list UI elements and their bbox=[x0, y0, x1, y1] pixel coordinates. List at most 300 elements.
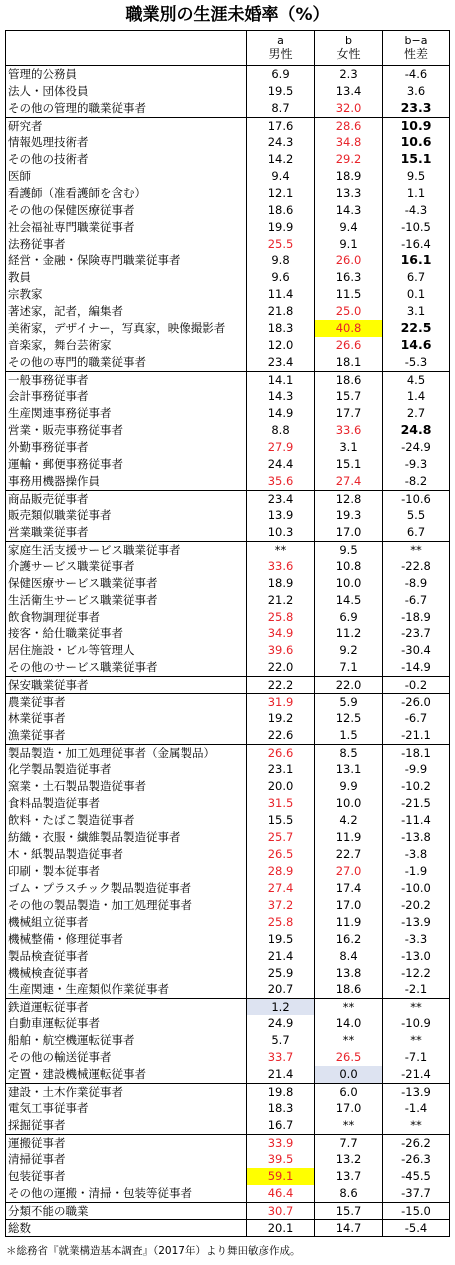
column-label: 男性 bbox=[268, 47, 293, 61]
female-rate-cell: 18.9 bbox=[335, 168, 362, 183]
table-row bbox=[6, 812, 449, 829]
gender-gap-cell: -10.2 bbox=[401, 779, 431, 794]
male-rate-cell: 11.4 bbox=[267, 287, 294, 302]
male-rate-cell: 25.9 bbox=[267, 965, 294, 980]
occupation-name: 窯業・土石製品製造従事者 bbox=[8, 779, 146, 794]
gender-gap-cell: -21.1 bbox=[401, 728, 431, 743]
gender-gap-cell: -10.6 bbox=[401, 491, 431, 506]
occupation-name: 生産関連事務従事者 bbox=[8, 406, 112, 421]
female-rate-cell: 3.1 bbox=[339, 439, 358, 454]
male-rate-cell: ** bbox=[274, 542, 287, 557]
table-row bbox=[6, 965, 449, 982]
female-rate-cell: 8.6 bbox=[339, 1185, 358, 1200]
female-rate-cell: 14.0 bbox=[335, 1016, 362, 1031]
female-rate-cell: 17.0 bbox=[335, 524, 362, 539]
occupation-name: 電気工事従事者 bbox=[8, 1101, 89, 1116]
male-rate-cell: 22.0 bbox=[267, 660, 294, 675]
gender-gap-cell: 14.6 bbox=[400, 337, 432, 353]
occupation-name: 船舶・航空機運転従事者 bbox=[8, 1033, 135, 1048]
male-rate-cell: 22.2 bbox=[267, 678, 294, 693]
occupation-name: 鉄道運転従事者 bbox=[8, 1000, 89, 1015]
occupation-name: 介護サービス職業従事者 bbox=[8, 558, 135, 573]
female-rate-cell: 10.0 bbox=[335, 795, 362, 810]
male-rate-cell: 12.0 bbox=[267, 338, 294, 353]
gender-gap-cell: 10.9 bbox=[400, 117, 432, 133]
female-rate-cell: 9.4 bbox=[339, 219, 358, 234]
female-rate-cell: 27.0 bbox=[335, 863, 362, 878]
male-rate-cell: 24.9 bbox=[267, 1016, 294, 1031]
female-rate-cell: 18.1 bbox=[335, 355, 362, 370]
occupation-name: 自動車運転従事者 bbox=[8, 1016, 100, 1031]
male-rate-cell: 27.4 bbox=[267, 880, 294, 895]
male-rate-cell: 9.4 bbox=[271, 168, 290, 183]
table-row bbox=[6, 693, 449, 710]
male-rate-cell: 10.3 bbox=[267, 524, 294, 539]
occupation-name: 販売類似職業従事者 bbox=[8, 507, 112, 522]
table-row bbox=[6, 117, 449, 134]
female-rate-cell: 32.0 bbox=[335, 100, 362, 115]
female-rate-cell: 22.7 bbox=[335, 846, 362, 861]
male-rate-cell: 39.5 bbox=[267, 1152, 294, 1166]
occupation-name: その他の技術者 bbox=[8, 151, 89, 166]
female-rate-cell: 9.1 bbox=[339, 236, 358, 251]
female-rate-cell: 17.7 bbox=[335, 406, 362, 421]
gender-gap-cell: 3.1 bbox=[406, 304, 426, 319]
page-title: 職業別の生涯未婚率（%） bbox=[125, 5, 330, 25]
table-row bbox=[6, 761, 449, 778]
occupation-name: 飲食物調理従事者 bbox=[8, 609, 100, 624]
male-rate-cell: 31.5 bbox=[267, 795, 294, 810]
gender-gap-cell: -3.3 bbox=[404, 931, 428, 946]
female-rate-cell: 9.5 bbox=[339, 542, 358, 557]
table-row bbox=[6, 1202, 449, 1219]
gender-gap-cell: 6.7 bbox=[406, 524, 426, 539]
table-row bbox=[6, 575, 449, 592]
female-rate-cell: 8.4 bbox=[339, 948, 358, 963]
female-rate-cell: 11.9 bbox=[335, 829, 362, 844]
male-rate-cell: 34.9 bbox=[267, 626, 294, 641]
data-table bbox=[5, 30, 450, 1237]
male-rate-cell: 31.9 bbox=[267, 695, 294, 710]
occupation-name: 教員 bbox=[8, 270, 31, 285]
male-rate-cell: 12.1 bbox=[267, 185, 294, 200]
occupation-name: 農業従事者 bbox=[8, 695, 66, 710]
female-rate-cell: 0.0 bbox=[315, 1066, 382, 1083]
gender-gap-cell: 9.5 bbox=[406, 168, 426, 183]
female-rate-cell: 11.2 bbox=[335, 626, 362, 641]
female-rate-cell: 22.0 bbox=[335, 678, 362, 693]
male-rate-cell: 9.6 bbox=[271, 270, 290, 285]
gender-gap-cell: -14.9 bbox=[401, 660, 431, 675]
table-row bbox=[6, 507, 449, 524]
gender-gap-cell: 15.1 bbox=[400, 150, 432, 166]
table-row bbox=[6, 795, 449, 812]
occupation-name: 著述家，記者，編集者 bbox=[8, 304, 123, 319]
male-rate-cell: 20.1 bbox=[267, 1220, 294, 1235]
female-rate-cell: 34.8 bbox=[335, 134, 362, 149]
male-rate-cell: 16.7 bbox=[267, 1118, 294, 1133]
male-rate-cell: 26.6 bbox=[267, 746, 294, 761]
gender-gap-cell: -13.9 bbox=[401, 1085, 431, 1100]
female-rate-cell: 9.2 bbox=[339, 643, 358, 658]
table-row bbox=[6, 676, 449, 693]
male-rate-cell: 19.5 bbox=[267, 931, 294, 946]
occupation-name: 運搬従事者 bbox=[8, 1136, 66, 1151]
female-rate-cell: ** bbox=[342, 1000, 355, 1015]
gender-gap-cell: -16.4 bbox=[401, 236, 431, 251]
gender-gap-cell: -23.7 bbox=[401, 626, 431, 641]
table-row bbox=[6, 1015, 449, 1032]
male-rate-cell: 30.7 bbox=[267, 1203, 294, 1218]
female-rate-cell: 16.3 bbox=[335, 270, 362, 285]
male-rate-cell: 20.7 bbox=[267, 982, 294, 997]
occupation-name: 美術家，デザイナー，写真家，映像撮影者 bbox=[8, 321, 226, 336]
gender-gap-cell: -20.2 bbox=[401, 897, 431, 912]
occupation-name: 清掃従事者 bbox=[8, 1152, 66, 1166]
table-row bbox=[6, 388, 449, 405]
occupation-name: 営業職業従事者 bbox=[8, 524, 89, 539]
female-rate-cell: 17.0 bbox=[335, 897, 362, 912]
male-rate-cell: 8.8 bbox=[271, 423, 290, 438]
table-row bbox=[6, 880, 449, 897]
gender-gap-cell: 3.6 bbox=[406, 83, 426, 98]
occupation-name: 採掘従事者 bbox=[8, 1118, 66, 1133]
occupation-name: ゴム・プラスチック製品製造従事者 bbox=[8, 880, 192, 895]
table-row bbox=[6, 252, 449, 269]
table-row bbox=[6, 948, 449, 965]
table-row bbox=[6, 642, 449, 659]
table-row bbox=[6, 1117, 449, 1134]
column-header-male bbox=[246, 31, 314, 65]
occupation-name: 機械整備・修理従事者 bbox=[8, 931, 123, 946]
occupation-name: 法人・団体役員 bbox=[8, 83, 89, 98]
table-row bbox=[6, 846, 449, 863]
female-rate-cell: 28.6 bbox=[335, 118, 362, 133]
table-row bbox=[6, 524, 449, 541]
occupation-name: 生活衛生サービス職業従事者 bbox=[8, 592, 158, 607]
female-rate-cell: 25.0 bbox=[335, 304, 362, 319]
gender-gap-cell: -26.2 bbox=[401, 1136, 431, 1151]
table-row bbox=[6, 456, 449, 473]
occupation-name: 情報処理技術者 bbox=[8, 134, 89, 149]
female-rate-cell: 12.5 bbox=[335, 711, 362, 726]
table-row bbox=[6, 1168, 449, 1185]
male-rate-cell: 59.1 bbox=[247, 1168, 314, 1185]
table-row bbox=[6, 931, 449, 948]
male-rate-cell: 35.6 bbox=[267, 473, 294, 488]
gender-gap-cell: -10.5 bbox=[401, 219, 431, 234]
occupation-name: 飲料・たばこ製造従事者 bbox=[8, 812, 135, 827]
male-rate-cell: 25.7 bbox=[267, 829, 294, 844]
table-row bbox=[6, 1032, 449, 1049]
gender-gap-cell: -24.9 bbox=[401, 439, 431, 454]
female-rate-cell: 18.6 bbox=[335, 982, 362, 997]
gender-gap-cell: -22.8 bbox=[401, 558, 431, 573]
table-row bbox=[6, 168, 449, 185]
occupation-name: 定置・建設機械運転従事者 bbox=[8, 1067, 146, 1082]
female-rate-cell: 29.2 bbox=[335, 151, 362, 166]
gender-gap-cell: -8.2 bbox=[404, 473, 428, 488]
female-rate-cell: 5.9 bbox=[339, 695, 358, 710]
gender-gap-cell: ** bbox=[410, 1033, 422, 1048]
male-rate-cell: 14.2 bbox=[267, 151, 294, 166]
occupation-name: 食料品製造従事者 bbox=[8, 795, 100, 810]
female-rate-cell: 40.8 bbox=[315, 320, 382, 337]
table-row bbox=[6, 609, 449, 626]
gender-gap-cell: 16.1 bbox=[400, 252, 432, 268]
occupation-name: その他の製品製造・加工処理従事者 bbox=[8, 897, 192, 912]
occupation-name: 林業従事者 bbox=[8, 711, 66, 726]
gender-gap-cell: -5.4 bbox=[404, 1220, 428, 1235]
table-row bbox=[6, 219, 449, 236]
occupation-name: 看護師（准看護師を含む） bbox=[8, 185, 146, 200]
table-row bbox=[6, 405, 449, 422]
gender-gap-cell: 1.4 bbox=[406, 389, 426, 404]
table-row bbox=[6, 659, 449, 676]
gender-gap-cell: 4.5 bbox=[406, 373, 426, 388]
occupation-name: 木・紙製品製造従事者 bbox=[8, 846, 123, 861]
column-header-female bbox=[314, 31, 382, 65]
table-body bbox=[6, 65, 449, 1236]
occupation-name: 研究者 bbox=[8, 118, 43, 133]
female-rate-cell: 14.3 bbox=[335, 202, 362, 217]
male-rate-cell: 21.8 bbox=[267, 304, 294, 319]
table-row bbox=[6, 320, 449, 337]
female-rate-cell: 15.1 bbox=[335, 456, 362, 471]
occupation-name: 総数 bbox=[8, 1220, 31, 1235]
table-row bbox=[6, 422, 449, 439]
table-row bbox=[6, 1134, 449, 1151]
female-rate-cell: 26.0 bbox=[335, 253, 362, 268]
occupation-name: 機械検査従事者 bbox=[8, 965, 89, 980]
male-rate-cell: 33.9 bbox=[267, 1136, 294, 1151]
table-row bbox=[6, 1083, 449, 1100]
female-rate-cell: 15.7 bbox=[335, 1203, 362, 1218]
male-rate-cell: 1.2 bbox=[247, 999, 314, 1015]
female-rate-cell: 10.8 bbox=[335, 558, 362, 573]
male-rate-cell: 23.4 bbox=[267, 355, 294, 370]
table-row bbox=[6, 1049, 449, 1066]
table-row bbox=[6, 303, 449, 320]
gender-gap-cell: 2.7 bbox=[406, 406, 426, 421]
table-row bbox=[6, 66, 449, 83]
table-row bbox=[6, 829, 449, 846]
occupation-name: 保安職業従事者 bbox=[8, 678, 89, 693]
female-rate-cell: 16.2 bbox=[335, 931, 362, 946]
occupation-name: その他の専門的職業従事者 bbox=[8, 355, 146, 370]
male-rate-cell: 46.4 bbox=[267, 1185, 294, 1200]
occupation-name: 営業・販売事務従事者 bbox=[8, 423, 123, 438]
female-rate-cell: 10.0 bbox=[335, 575, 362, 590]
column-key: a bbox=[277, 34, 284, 47]
occupation-name: 医師 bbox=[8, 168, 31, 183]
female-rate-cell: 14.5 bbox=[335, 592, 362, 607]
male-rate-cell: 20.0 bbox=[267, 779, 294, 794]
male-rate-cell: 23.1 bbox=[267, 762, 294, 777]
male-rate-cell: 19.9 bbox=[267, 219, 294, 234]
male-rate-cell: 19.8 bbox=[267, 1085, 294, 1100]
female-rate-cell: 13.8 bbox=[335, 965, 362, 980]
gender-gap-cell: 1.1 bbox=[406, 185, 426, 200]
occupation-name: 一般事務従事者 bbox=[8, 373, 89, 388]
column-key: b−a bbox=[404, 34, 428, 47]
column-header-gap bbox=[382, 31, 449, 65]
gender-gap-cell: -1.9 bbox=[404, 863, 428, 878]
gender-gap-cell: -5.3 bbox=[404, 355, 428, 370]
occupation-name: 管理的公務員 bbox=[8, 67, 77, 81]
male-rate-cell: 23.4 bbox=[267, 491, 294, 506]
female-rate-cell: 13.3 bbox=[335, 185, 362, 200]
female-rate-cell: 6.9 bbox=[339, 609, 358, 624]
male-rate-cell: 33.6 bbox=[267, 558, 294, 573]
gender-gap-cell: -10.0 bbox=[401, 880, 431, 895]
male-rate-cell: 28.9 bbox=[267, 863, 294, 878]
table-row bbox=[6, 439, 449, 456]
female-rate-cell: 18.6 bbox=[335, 373, 362, 388]
male-rate-cell: 19.5 bbox=[267, 83, 294, 98]
female-rate-cell: 13.1 bbox=[335, 762, 362, 777]
female-rate-cell: 15.7 bbox=[335, 389, 362, 404]
female-rate-cell: 8.5 bbox=[339, 746, 358, 761]
female-rate-cell: 9.9 bbox=[339, 779, 358, 794]
male-rate-cell: 6.9 bbox=[271, 67, 290, 81]
female-rate-cell: 11.5 bbox=[335, 287, 362, 302]
gender-gap-cell: 22.5 bbox=[400, 320, 432, 336]
female-rate-cell: ** bbox=[342, 1118, 355, 1133]
female-rate-cell: 33.6 bbox=[335, 423, 362, 438]
table-row bbox=[6, 473, 449, 490]
male-rate-cell: 27.9 bbox=[267, 439, 294, 454]
occupation-name: 製品検査従事者 bbox=[8, 948, 89, 963]
table-row bbox=[6, 981, 449, 998]
male-rate-cell: 17.6 bbox=[267, 118, 294, 133]
gender-gap-cell: -15.0 bbox=[401, 1203, 431, 1218]
table-row bbox=[6, 490, 449, 507]
male-rate-cell: 14.3 bbox=[267, 389, 294, 404]
occupation-name: 分類不能の職業 bbox=[8, 1203, 89, 1218]
female-rate-cell: 17.0 bbox=[335, 1101, 362, 1116]
gender-gap-cell: 24.8 bbox=[400, 422, 432, 438]
occupation-name: 社会福祉専門職業従事者 bbox=[8, 219, 135, 234]
male-rate-cell: 37.2 bbox=[267, 897, 294, 912]
female-rate-cell: 7.7 bbox=[339, 1136, 358, 1151]
table-row bbox=[6, 83, 449, 100]
gender-gap-cell: -6.7 bbox=[404, 711, 428, 726]
gender-gap-cell: -26.0 bbox=[401, 695, 431, 710]
male-rate-cell: 5.7 bbox=[271, 1033, 290, 1048]
table-row bbox=[6, 337, 449, 354]
table-row bbox=[6, 863, 449, 880]
female-rate-cell: 11.9 bbox=[335, 914, 362, 929]
male-rate-cell: 18.6 bbox=[267, 202, 294, 217]
female-rate-cell: 26.5 bbox=[335, 1050, 362, 1065]
gender-gap-cell: -13.8 bbox=[401, 829, 431, 844]
table-row bbox=[6, 202, 449, 219]
gender-gap-cell: -12.2 bbox=[401, 965, 431, 980]
occupation-name: 接客・給仕職業従事者 bbox=[8, 626, 123, 641]
male-rate-cell: 25.5 bbox=[267, 236, 294, 251]
gender-gap-cell: -4.6 bbox=[404, 67, 428, 81]
gender-gap-cell: ** bbox=[410, 1118, 422, 1133]
table-row bbox=[6, 1151, 449, 1168]
occupation-name: 外勤事務従事者 bbox=[8, 439, 89, 454]
female-rate-cell: 14.7 bbox=[335, 1220, 362, 1235]
gender-gap-cell: 5.5 bbox=[406, 507, 426, 522]
gender-gap-cell: -21.5 bbox=[401, 795, 431, 810]
table-row bbox=[6, 727, 449, 744]
occupation-name: その他の運搬・清掃・包装等従事者 bbox=[8, 1185, 192, 1200]
gender-gap-cell: -3.8 bbox=[404, 846, 428, 861]
male-rate-cell: 18.9 bbox=[267, 575, 294, 590]
male-rate-cell: 8.7 bbox=[271, 100, 290, 115]
gender-gap-cell: -4.3 bbox=[404, 202, 428, 217]
gender-gap-cell: 0.1 bbox=[406, 287, 426, 302]
gender-gap-cell: -10.9 bbox=[401, 1016, 431, 1031]
gender-gap-cell: -7.1 bbox=[404, 1050, 428, 1065]
occupation-name: 漁業従事者 bbox=[8, 728, 66, 743]
table-row bbox=[6, 1100, 449, 1117]
column-label: 性差 bbox=[403, 47, 428, 61]
female-rate-cell: 13.2 bbox=[335, 1152, 362, 1166]
table-row bbox=[6, 269, 449, 286]
column-label: 女性 bbox=[336, 47, 361, 61]
male-rate-cell: 19.2 bbox=[267, 711, 294, 726]
female-rate-cell: 7.1 bbox=[339, 660, 358, 675]
table-row bbox=[6, 914, 449, 931]
table-row bbox=[6, 286, 449, 303]
table-row bbox=[6, 592, 449, 609]
table-row bbox=[6, 778, 449, 795]
table-row bbox=[6, 744, 449, 761]
occupation-name: 印刷・製本従事者 bbox=[8, 863, 100, 878]
occupation-name: その他のサービス職業従事者 bbox=[8, 660, 158, 675]
male-rate-cell: 13.9 bbox=[267, 507, 294, 522]
male-rate-cell: 24.4 bbox=[267, 456, 294, 471]
gender-gap-cell: -13.9 bbox=[401, 914, 431, 929]
occupation-name: 事務用機器操作員 bbox=[8, 473, 100, 488]
gender-gap-cell: -9.9 bbox=[404, 762, 428, 777]
table-row bbox=[6, 236, 449, 253]
gender-gap-cell: -37.7 bbox=[401, 1185, 431, 1200]
gender-gap-cell: -18.9 bbox=[401, 609, 431, 624]
occupation-name: 宗教家 bbox=[8, 287, 43, 302]
male-rate-cell: 18.3 bbox=[267, 321, 294, 336]
male-rate-cell: 21.2 bbox=[267, 592, 294, 607]
table-row bbox=[6, 1219, 449, 1236]
male-rate-cell: 33.7 bbox=[267, 1050, 294, 1065]
female-rate-cell: 12.8 bbox=[335, 491, 362, 506]
male-rate-cell: 39.6 bbox=[267, 643, 294, 658]
gender-gap-cell: 6.7 bbox=[406, 270, 426, 285]
male-rate-cell: 18.3 bbox=[267, 1101, 294, 1116]
table-row bbox=[6, 1066, 449, 1083]
table-row bbox=[6, 354, 449, 371]
male-rate-cell: 21.4 bbox=[267, 1067, 294, 1082]
occupation-name: 製品製造・加工処理従事者（金属製品） bbox=[8, 746, 215, 761]
occupation-name: 居住施設・ビル等管理人 bbox=[8, 643, 135, 658]
male-rate-cell: 21.4 bbox=[267, 948, 294, 963]
occupation-name: 音楽家，舞台芸術家 bbox=[8, 338, 112, 353]
table-row bbox=[6, 1185, 449, 1202]
occupation-name: その他の管理的職業従事者 bbox=[8, 100, 146, 115]
table-row bbox=[6, 100, 449, 117]
female-rate-cell: 6.0 bbox=[339, 1085, 358, 1100]
occupation-name: 生産関連・生産類似作業従事者 bbox=[8, 982, 169, 997]
male-rate-cell: 25.8 bbox=[267, 914, 294, 929]
table-row bbox=[6, 541, 449, 558]
gender-gap-cell: ** bbox=[410, 542, 422, 557]
gender-gap-cell: -1.4 bbox=[404, 1101, 428, 1116]
